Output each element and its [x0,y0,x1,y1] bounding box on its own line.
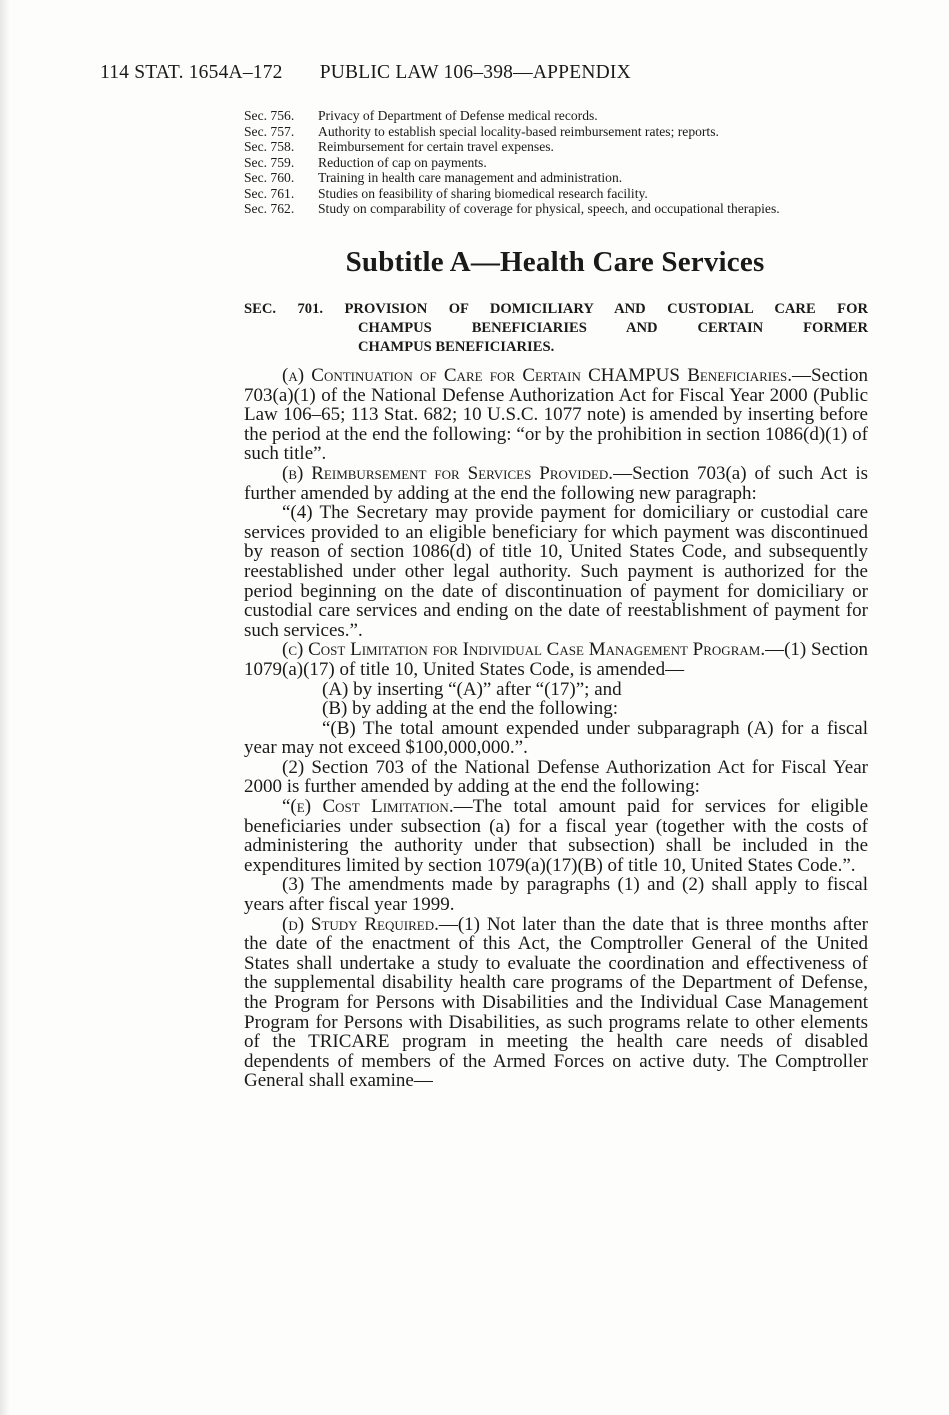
toc-row-759 [244,155,868,171]
subsection-b-text: —Section 703(a) of such Act is further amended by adding at the end the following new paragraph: [244,462,868,504]
table-of-contents [244,108,868,217]
section-heading-line-1: SEC. 701. PROVISION OF DOMICILIARY AND CUSTODIAL CARE FOR [244,301,868,317]
paragraph-c-3: (3) The amendments made by paragraphs (1) and (2) shall apply to fiscal years after fiscal year 1999. [244,874,868,916]
toc-row-757 [244,124,868,140]
toc-section-title: Studies on feasibility of sharing biomedical research facility. [318,185,648,201]
subsection-d [244,915,868,1091]
subsection-c [244,640,868,679]
toc-section-title: Reimbursement for certain travel expenses. [318,139,554,154]
toc-section-number: Sec. 757. [244,123,295,139]
toc-section-title: Reduction of cap on payments. [318,154,487,170]
section-body [244,366,868,1091]
subsection-b-heading: (b) Reimbursement for Services Provided. [282,462,614,484]
toc-row-761 [244,186,868,202]
toc-row-762 [244,201,868,217]
subtitle-heading: Subtitle A—Health Care Services [345,246,765,278]
running-head [100,62,860,84]
clause-c-1-A: (A) by inserting “(A)” after “(17)”; and [322,678,622,700]
paragraph-b-4: “(4) The Secretary may provide payment for domiciliary or custodial care services provided to an eligible beneficiary for which payment was discontinued by reason of section 1086(d) of title 10, United States Code, and subsequently reestablished under other legal authority. Such payment is authorized for the period beginning on the date of discontinuation of payment for domiciliary or custodial care services and ending on the date of reestablishment of payment for such services.”. [244,502,868,641]
toc-section-number: Sec. 761. [244,185,295,201]
scan-edge-shadow [0,0,10,1415]
section-heading-line-2: CHAMPUS BENEFICIARIES AND CERTAIN FORMER [358,320,868,336]
quoted-subsection-e-text: —The total amount paid for services for eligible beneficiaries under subsection (a) for a fiscal year (together with the costs of administering the authority under that subsection) shall be included in the expenditures limited by section 1079(a)(17)(B) of title 10, United States Code.”. [244,796,869,876]
toc-section-number: Sec. 759. [244,154,295,170]
toc-section-number: Sec. 756. [244,108,295,123]
quoted-subparagraph-B: “(B) The total amount expended under subparagraph (A) for a fiscal year may not exceed $100,000,000.”. [244,717,868,759]
subsection-d-text: —(1) Not later than the date that is three months after the date of the enactment of this Act, the Comptroller General of the United States shall undertake a study to evaluate the coordination and effectiveness of the supplemental disability health care programs of the Department of Defense, the Program for Persons with Disabilities and the Individual Case Management Program for Persons with Disabilities, as such programs relate to other elements of the TRICARE program in meeting the health care needs of disabled dependents of members of the Armed Forces on active duty. The Comptroller General shall examine— [244,913,868,1092]
clause-c-1-B: (B) by adding at the end the following: [322,698,619,720]
subsection-c-text: —(1) Section 1079(a)(17) of title 10, United States Code, is amended— [244,639,868,680]
toc-row-758 [244,139,868,155]
subsection-c-heading: (c) Cost Limitation for Individual Case Management Program. [282,639,766,661]
subsection-d-heading: (d) Study Required. [282,913,439,935]
toc-section-title: Study on comparability of coverage for physical, speech, and occupational therapies. [318,201,780,216]
toc-row-756 [244,108,868,124]
toc-section-number: Sec. 760. [244,170,295,185]
statute-citation: 114 STAT. 1654A–172 [100,62,283,83]
toc-section-title: Training in health care management and administration. [318,170,623,185]
quoted-subsection-e [244,797,868,875]
subsection-a-text: —Section 703(a)(1) of the National Defense Authorization Act for Fiscal Year 2000 (Public Law 106–65; 113 Stat. 682; 10 U.S.C. 1077 note) is amended by inserting before the period at the end the following: “or by the prohibition in section 1086(d)(1) of such title”. [244,365,868,465]
toc-section-number: Sec. 758. [244,139,295,154]
subsection-a-heading: (a) Continuation of Care for Certain CHAMPUS Beneficiaries. [282,365,792,386]
section-heading [244,300,868,357]
public-law-title: PUBLIC LAW 106–398—APPENDIX [319,62,631,83]
toc-row-760 [244,170,868,186]
paragraph-c-2: (2) Section 703 of the National Defense Authorization Act for Fiscal Year 2000 is further amended by adding at the end the following: [244,756,868,798]
toc-section-title: Privacy of Department of Defense medical records. [318,108,598,123]
toc-section-title: Authority to establish special locality-based reimbursement rates; reports. [318,123,719,139]
quoted-subsection-e-heading: “(e) Cost Limitation. [282,796,454,818]
section-heading-line-3: CHAMPUS BENEFICIARIES. [358,339,555,355]
toc-section-number: Sec. 762. [244,201,295,216]
section-heading-continuation [358,319,868,357]
subsection-b [244,464,868,503]
subsection-a [244,366,868,464]
